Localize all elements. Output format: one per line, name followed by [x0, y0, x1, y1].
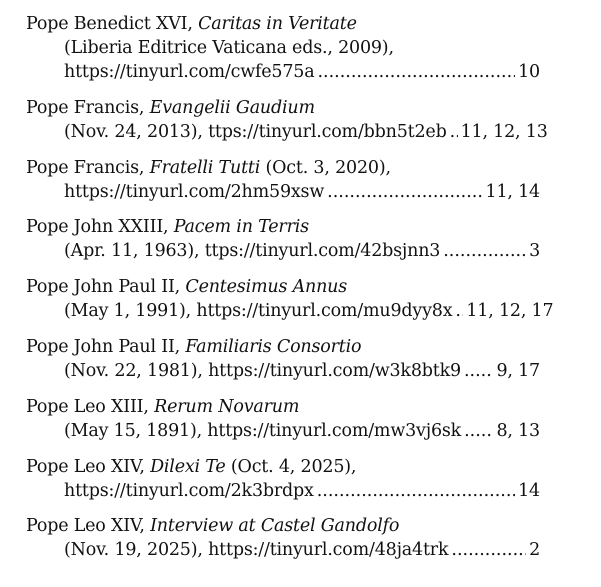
- entry-author: Pope Leo XIV,: [26, 516, 151, 537]
- entry-citation[interactable]: https://tinyurl.com/2hm59xsw: [64, 181, 325, 202]
- entry-title: Caritas in Veritate: [198, 14, 357, 34]
- entry-author: Pope Francis,: [26, 157, 150, 178]
- entry-author: Pope Francis,: [26, 97, 150, 118]
- entry-citation[interactable]: https://tinyurl.com/cwfe575a: [64, 62, 315, 82]
- entry-citation-line: [26, 419, 540, 443]
- entry-heading: [26, 215, 540, 239]
- entry-title: Fratelli Tutti: [149, 157, 261, 178]
- authority-entry: [26, 455, 540, 503]
- entry-heading: [26, 514, 540, 538]
- entry-citation-line: [26, 180, 540, 204]
- entry-citation[interactable]: (Nov. 22, 1981), https://tinyurl.com/w3k8btk9: [64, 360, 461, 381]
- authority-entry: [26, 156, 540, 204]
- entry-after-title: (Oct. 3, 2020),: [260, 157, 391, 178]
- authority-entry: [26, 12, 540, 84]
- entry-citation-line: [26, 299, 554, 323]
- dot-leader: [327, 180, 482, 204]
- entry-author: Pope John Paul II,: [26, 336, 186, 357]
- entry-citation-line: [26, 359, 540, 383]
- entry-author: Pope John XXIII,: [26, 217, 174, 238]
- dot-leader: [443, 239, 526, 263]
- entry-title: Dilexi Te: [150, 456, 226, 477]
- entry-pages: 11, 12, 17: [466, 301, 554, 322]
- dot-leader: [317, 479, 515, 503]
- entry-citation[interactable]: (Apr. 11, 1963), ttps://tinyurl.com/42bsjnn3: [64, 241, 441, 262]
- dot-leader: [455, 299, 463, 323]
- entry-citation-line: [26, 60, 540, 84]
- entry-pages: 8, 13: [496, 420, 540, 441]
- entry-heading: [26, 156, 540, 180]
- authority-entry: [26, 335, 540, 383]
- entry-author: Pope John Paul II,: [26, 277, 186, 298]
- entry-author: Pope Leo XIII,: [26, 396, 155, 417]
- entry-heading: [26, 455, 540, 479]
- entry-continuation: [26, 36, 540, 60]
- entry-author: Pope Leo XIV,: [26, 456, 151, 477]
- entry-heading: [26, 335, 540, 359]
- dot-leader: [464, 419, 493, 443]
- entry-heading: [26, 275, 540, 299]
- entry-pages: 10: [518, 62, 540, 82]
- entry-pages: 9, 17: [496, 360, 540, 381]
- entry-citation-line: [26, 479, 540, 503]
- entry-citation-line: [26, 538, 540, 562]
- authority-entry: [26, 275, 554, 323]
- authority-entry: [26, 395, 540, 443]
- dot-leader: [464, 359, 494, 383]
- entry-middle: (Liberia Editrice Vaticana eds., 2009),: [64, 38, 394, 58]
- dot-leader: [451, 538, 526, 562]
- entry-title: Interview at Castel Gandolfo: [150, 516, 400, 537]
- table-of-authorities: [26, 12, 554, 574]
- entry-citation-line: [26, 239, 540, 263]
- entry-citation[interactable]: https://tinyurl.com/2k3brdpx: [64, 480, 314, 501]
- authority-entry: [26, 96, 548, 144]
- entry-citation[interactable]: (Nov. 19, 2025), https://tinyurl.com/48ja4trk: [64, 540, 449, 561]
- dot-leader: [450, 120, 458, 144]
- entry-title: Evangelii Gaudium: [149, 97, 315, 118]
- entry-after-title: (Oct. 4, 2025),: [225, 456, 357, 477]
- entry-author: Pope Benedict XVI,: [26, 14, 199, 34]
- entry-pages: 11, 12, 13: [460, 121, 548, 142]
- entry-heading: [26, 395, 540, 419]
- entry-title: Pacem in Terris: [173, 217, 309, 238]
- entry-citation[interactable]: (May 1, 1991), https://tinyurl.com/mu9dyy8x: [64, 301, 453, 322]
- authority-entry: [26, 215, 540, 263]
- entry-citation[interactable]: (May 15, 1891), https://tinyurl.com/mw3vj6sk: [64, 420, 462, 441]
- entry-heading: [26, 96, 540, 120]
- entry-citation-line: [26, 120, 548, 144]
- entry-pages: 11, 14: [485, 181, 540, 202]
- entry-pages: 14: [518, 480, 540, 501]
- entry-title: Rerum Novarum: [154, 396, 300, 417]
- entry-title: Familiaris Consortio: [185, 336, 362, 357]
- authority-entry: [26, 514, 540, 562]
- entry-pages: 2: [529, 540, 540, 561]
- entry-heading: [26, 12, 540, 36]
- entry-pages: 3: [529, 241, 540, 262]
- entry-citation[interactable]: (Nov. 24, 2013), ttps://tinyurl.com/bbn5t2eb: [64, 121, 447, 142]
- dot-leader: [317, 60, 515, 84]
- entry-title: Centesimus Annus: [185, 277, 348, 298]
